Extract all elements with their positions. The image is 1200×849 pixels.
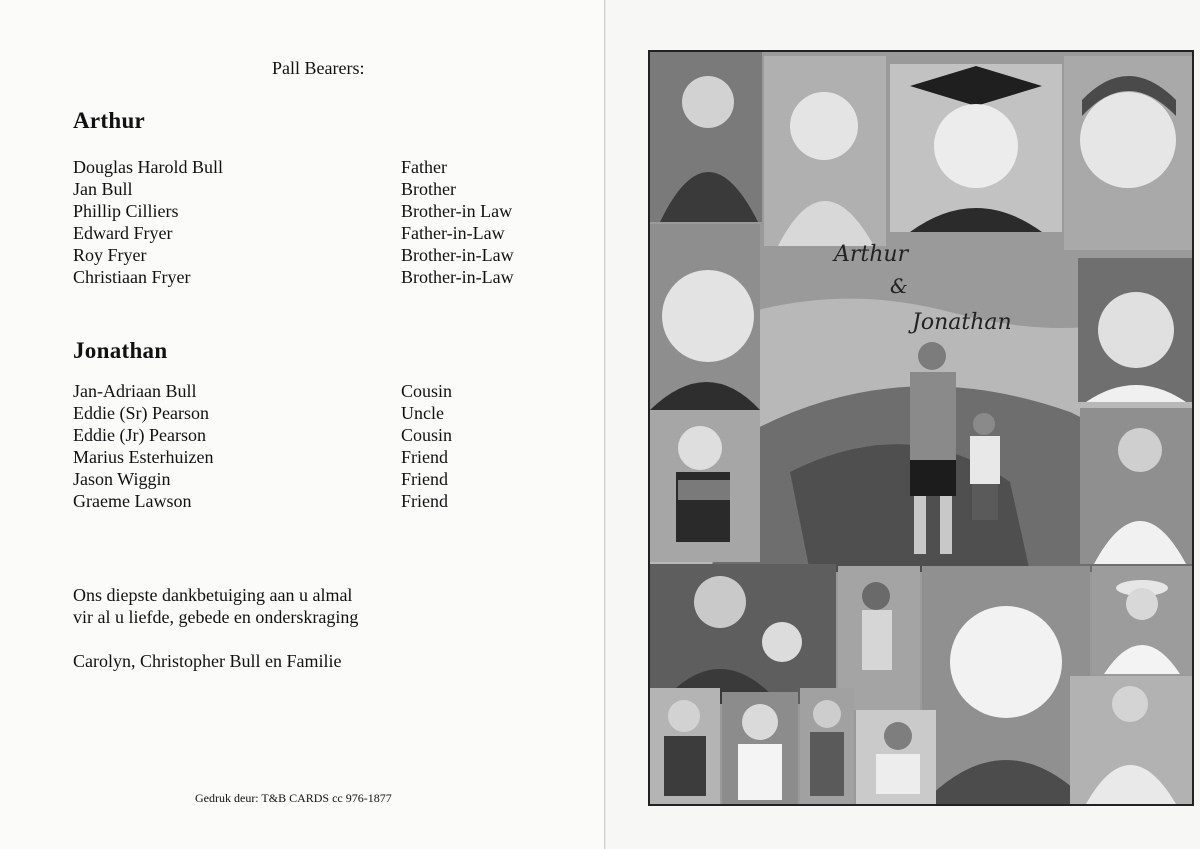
bearer-relation: Cousin bbox=[401, 381, 453, 401]
bearer-relation: Friend bbox=[401, 469, 448, 489]
bearer-name: Phillip Cilliers bbox=[73, 201, 179, 221]
bearer-relation: Friend bbox=[401, 447, 448, 467]
bearer-relation: Brother-in-Law bbox=[401, 267, 514, 287]
group-title-arthur: Arthur bbox=[73, 108, 146, 133]
bearer-name: Jan Bull bbox=[73, 179, 133, 199]
bearer-name: Christiaan Fryer bbox=[73, 267, 191, 287]
smiling-boy-photo bbox=[650, 224, 760, 410]
pall-bearers-heading: Pall Bearers: bbox=[272, 58, 365, 78]
man-standing-photo bbox=[800, 688, 854, 804]
saluting-boy-photo bbox=[650, 410, 760, 562]
toddler-photo bbox=[764, 56, 886, 246]
bearer-relation: Brother bbox=[401, 179, 456, 199]
bearer-name: Graeme Lawson bbox=[73, 491, 192, 511]
portrait-photo bbox=[650, 52, 762, 222]
graduation-photo bbox=[890, 64, 1062, 232]
photo-collage bbox=[648, 50, 1194, 806]
bearer-relation: Brother-in-Law bbox=[401, 245, 514, 265]
scout-boy-photo bbox=[650, 688, 720, 804]
boy-portrait-photo bbox=[1064, 56, 1192, 250]
boy-with-cat-photo bbox=[1080, 408, 1192, 564]
bearer-relation: Father-in-Law bbox=[401, 223, 505, 243]
bearer-name: Eddie (Jr) Pearson bbox=[73, 425, 206, 445]
bearer-name: Marius Esterhuizen bbox=[73, 447, 214, 467]
bearer-relation: Uncle bbox=[401, 403, 444, 423]
script-name-arthur: Arthur bbox=[834, 242, 909, 267]
script-ampersand: & bbox=[890, 274, 908, 298]
family-signature: Carolyn, Christopher Bull en Familie bbox=[73, 651, 342, 671]
bearer-name: Edward Fryer bbox=[73, 223, 173, 243]
father-son-photo bbox=[650, 564, 836, 704]
bearer-relation: Friend bbox=[401, 491, 448, 511]
boy-sitting-photo bbox=[856, 710, 936, 804]
bearer-relation: Cousin bbox=[401, 425, 453, 445]
bearer-name: Jan-Adriaan Bull bbox=[73, 381, 197, 401]
bearer-name: Jason Wiggin bbox=[73, 469, 171, 489]
thanks-line: Ons diepste dankbetuiging aan u almal bbox=[73, 585, 353, 605]
bearer-name: Roy Fryer bbox=[73, 245, 147, 265]
bearer-relation: Brother-in Law bbox=[401, 201, 513, 221]
script-name-jonathan: Jonathan bbox=[912, 310, 1012, 335]
group-title-jonathan: Jonathan bbox=[73, 338, 168, 363]
thanks-line: vir al u liefde, gebede en onderskraging bbox=[73, 607, 359, 627]
bearer-name: Douglas Harold Bull bbox=[73, 157, 223, 177]
boy-in-white-shirt-photo bbox=[722, 692, 798, 804]
young-man-photo bbox=[922, 566, 1090, 804]
bearer-relation: Father bbox=[401, 157, 447, 177]
boy-in-hat-photo bbox=[1092, 566, 1192, 674]
walking-figures-photo bbox=[880, 342, 1010, 562]
printer-credit: Gedruk deur: T&B CARDS cc 976-1877 bbox=[195, 791, 392, 805]
bearer-name: Eddie (Sr) Pearson bbox=[73, 403, 209, 423]
teen-portrait-photo bbox=[1078, 258, 1192, 402]
boy-in-pajamas-photo bbox=[1070, 676, 1192, 804]
